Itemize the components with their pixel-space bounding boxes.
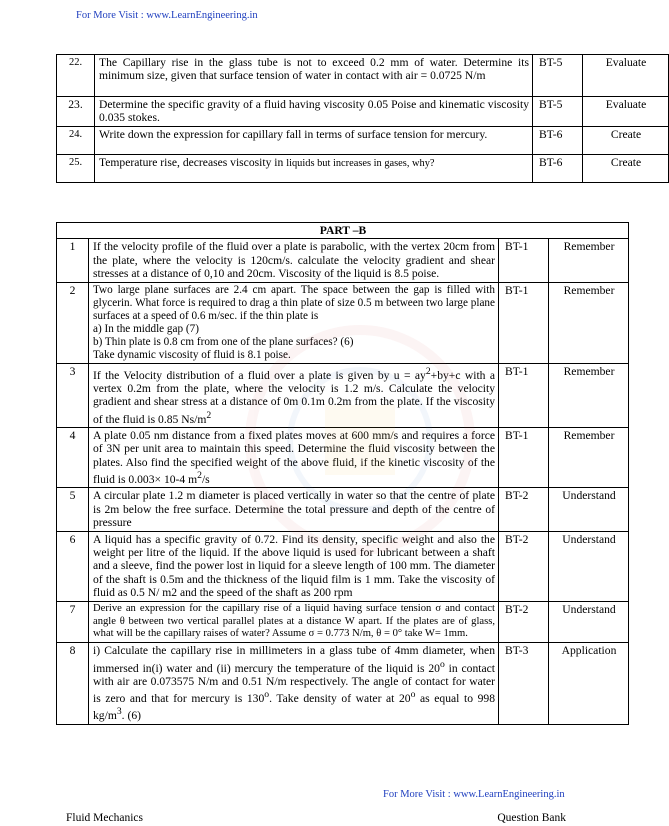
- bloom-level-code: BT-3: [499, 643, 549, 725]
- superscript: o: [410, 689, 416, 701]
- part-a-question-table: [56, 54, 669, 183]
- bloom-level-name: Application: [549, 643, 629, 725]
- bloom-level-name: Remember: [549, 363, 629, 427]
- superscript: 2: [206, 409, 212, 421]
- question-number: 4: [57, 427, 89, 487]
- bloom-level-code: BT-5: [533, 97, 583, 127]
- table-row: [57, 531, 629, 601]
- bloom-level-code: BT-2: [499, 488, 549, 531]
- question-text: The Capillary rise in the glass tube is not to exceed 0.2 mm of water. Determine its minimum size, given that surface tension of water in contact with air = 0.0725 N/m: [95, 55, 533, 97]
- question-text-part: in contact with air are 0.073575 N/m and 0.51 N/m respectively. The angle of contact for water is zero and that for mercury is 130: [93, 661, 495, 706]
- question-text-part: +by+c with a vertex 0.2m from the plate, where the velocity is 1.2 m/s. Calculate the velocity gradient and shear stress at a distance of 0m 0.1m 0.2m from the plate. If the viscosity of the fluid is 0.85 Ns/m: [93, 368, 496, 426]
- question-number: 23.: [57, 97, 95, 127]
- superscript: 3: [116, 706, 122, 718]
- bloom-level-code: BT-6: [533, 154, 583, 182]
- question-text-part: /s: [201, 473, 210, 487]
- bloom-level-name: Remember: [549, 282, 629, 363]
- bloom-level-code: BT-2: [499, 601, 549, 642]
- question-text: [89, 282, 499, 363]
- part-b-title-row: [57, 223, 629, 239]
- question-text: [89, 363, 499, 427]
- question-number: 6: [57, 531, 89, 601]
- question-text-part: b) Thin plate is 0.8 cm from one of the plane surfaces? (6): [93, 335, 354, 348]
- question-text-part: as equal to 998 kg/m: [93, 692, 495, 723]
- superscript: o: [439, 658, 445, 670]
- question-text-part: liquids but increases in gases, why?: [286, 157, 435, 169]
- question-number: 7: [57, 601, 89, 642]
- table-row: [57, 239, 629, 282]
- question-text: A liquid has a specific gravity of 0.72. Find its density, specific weight and also the weight per litre of the liquid. If the above liquid is used for lubricant between a shaft and a sleeve, find the power lost in liquid for a sleeve length of 100 mm. The diameter of the shaft is 0.5m and the thickness of the liquid film is 1 mm. Take the viscosity of fluid as 0.5 N/ m2 and the speed of the shaft as 200 rpm: [89, 531, 499, 601]
- table-row: [57, 55, 669, 97]
- question-number: 3: [57, 363, 89, 427]
- question-number: 2: [57, 282, 89, 363]
- table-row: [57, 282, 629, 363]
- question-text-part: Take dynamic viscosity of fluid is 8.1 poise.: [93, 348, 291, 361]
- bloom-level-name: Evaluate: [583, 55, 669, 97]
- question-number: 24.: [57, 126, 95, 154]
- bloom-level-code: BT-1: [499, 363, 549, 427]
- footer-website-link[interactable]: For More Visit : www.LearnEngineering.in: [383, 789, 565, 800]
- question-number: 8: [57, 643, 89, 725]
- bloom-level-code: BT-2: [499, 531, 549, 601]
- table-row: [57, 488, 629, 531]
- bloom-level-name: Understand: [549, 601, 629, 642]
- footer-doc-type: Question Bank: [497, 812, 566, 824]
- bloom-level-name: Understand: [549, 488, 629, 531]
- bloom-level-name: Remember: [549, 427, 629, 487]
- bloom-level-code: BT-6: [533, 126, 583, 154]
- section-title: PART –B: [57, 223, 629, 239]
- question-text-part: . (6): [121, 709, 141, 723]
- superscript: 2: [197, 470, 202, 482]
- bloom-level-code: BT-1: [499, 427, 549, 487]
- question-text: A circular plate 1.2 m diameter is placed vertically in water so that the centre of plate is 2m below the free surface. Determine the total pressure and depth of the centre of pressure: [89, 488, 499, 531]
- question-text-part: i) Calculate the capillary rise in millimeters in a glass tube of 4mm diameter, when immersed in(i) water and (ii) mercury the temperature of the liquid is 20: [93, 644, 495, 675]
- question-number: 22.: [57, 55, 95, 97]
- superscript: 2: [425, 365, 431, 377]
- table-row: [57, 643, 629, 725]
- question-text: If the velocity profile of the fluid over a plate is parabolic, with the vertex 20cm from the plate, where the velocity is 120cm/s. calculate the velocity gradient and shear stresses at a distance of 0,10 and 20cm. Viscosity of the liquid is 8.5 poise.: [89, 239, 499, 282]
- question-text-part: Two large plane surfaces are 2.4 cm apart. The space between the gap is filled with glycerin. What force is required to drag a thin plate of size 0.5 m between two large plane surfaces at a speed of 0.6 m/sec. if the thin plate is: [93, 283, 495, 322]
- table-row: [57, 154, 669, 182]
- question-text-part: a) In the middle gap (7): [93, 322, 199, 335]
- question-text: Derive an expression for the capillary rise of a liquid having surface tension σ and contact angle θ between two vertical parallel plates at a distance W apart. If the plates are of glass, what will be the capillary raises of water? Assume σ = 0.773 N/m, θ = 0° take W= 1mm.: [89, 601, 499, 642]
- question-number: 1: [57, 239, 89, 282]
- question-text: Write down the expression for capillary fall in terms of surface tension for mercury.: [95, 126, 533, 154]
- bloom-level-code: BT-5: [533, 55, 583, 97]
- table-row: [57, 97, 669, 127]
- question-text: [95, 154, 533, 182]
- bloom-level-name: Understand: [549, 531, 629, 601]
- bloom-level-name: Create: [583, 154, 669, 182]
- bloom-level-code: BT-1: [499, 239, 549, 282]
- table-row: [57, 363, 629, 427]
- question-text-part: A plate 0.05 nm distance from a fixed plates moves at 600 mm/s and requires a force of 3N per unit area to maintain this speed. Determine the fluid viscosity between the plates. Also find the specified weight of the above fluid, if the kinetic viscosity of the fluid is 0.003× 10-4 m: [93, 428, 495, 487]
- question-number: 25.: [57, 154, 95, 182]
- question-text: [89, 427, 499, 487]
- superscript: o: [264, 689, 270, 701]
- table-row: [57, 427, 629, 487]
- bloom-level-name: Evaluate: [583, 97, 669, 127]
- question-text: Determine the specific gravity of a fluid having viscosity 0.05 Poise and kinematic viscosity 0.035 stokes.: [95, 97, 533, 127]
- question-text: [89, 643, 499, 725]
- footer-subject: Fluid Mechanics: [66, 812, 143, 824]
- table-row: [57, 601, 629, 642]
- question-number: 5: [57, 488, 89, 531]
- bloom-level-name: Create: [583, 126, 669, 154]
- question-text-part: If the Velocity distribution of a fluid over a plate is given by u = ay: [93, 368, 426, 382]
- part-b-question-table: [56, 222, 629, 725]
- bloom-level-name: Remember: [549, 239, 629, 282]
- table-row: [57, 126, 669, 154]
- header-website-link[interactable]: For More Visit : www.LearnEngineering.in: [76, 10, 258, 21]
- question-text-part: . Take density of water at 20: [269, 692, 411, 706]
- question-text-part: Temperature rise, decreases viscosity in: [99, 155, 287, 169]
- bloom-level-code: BT-1: [499, 282, 549, 363]
